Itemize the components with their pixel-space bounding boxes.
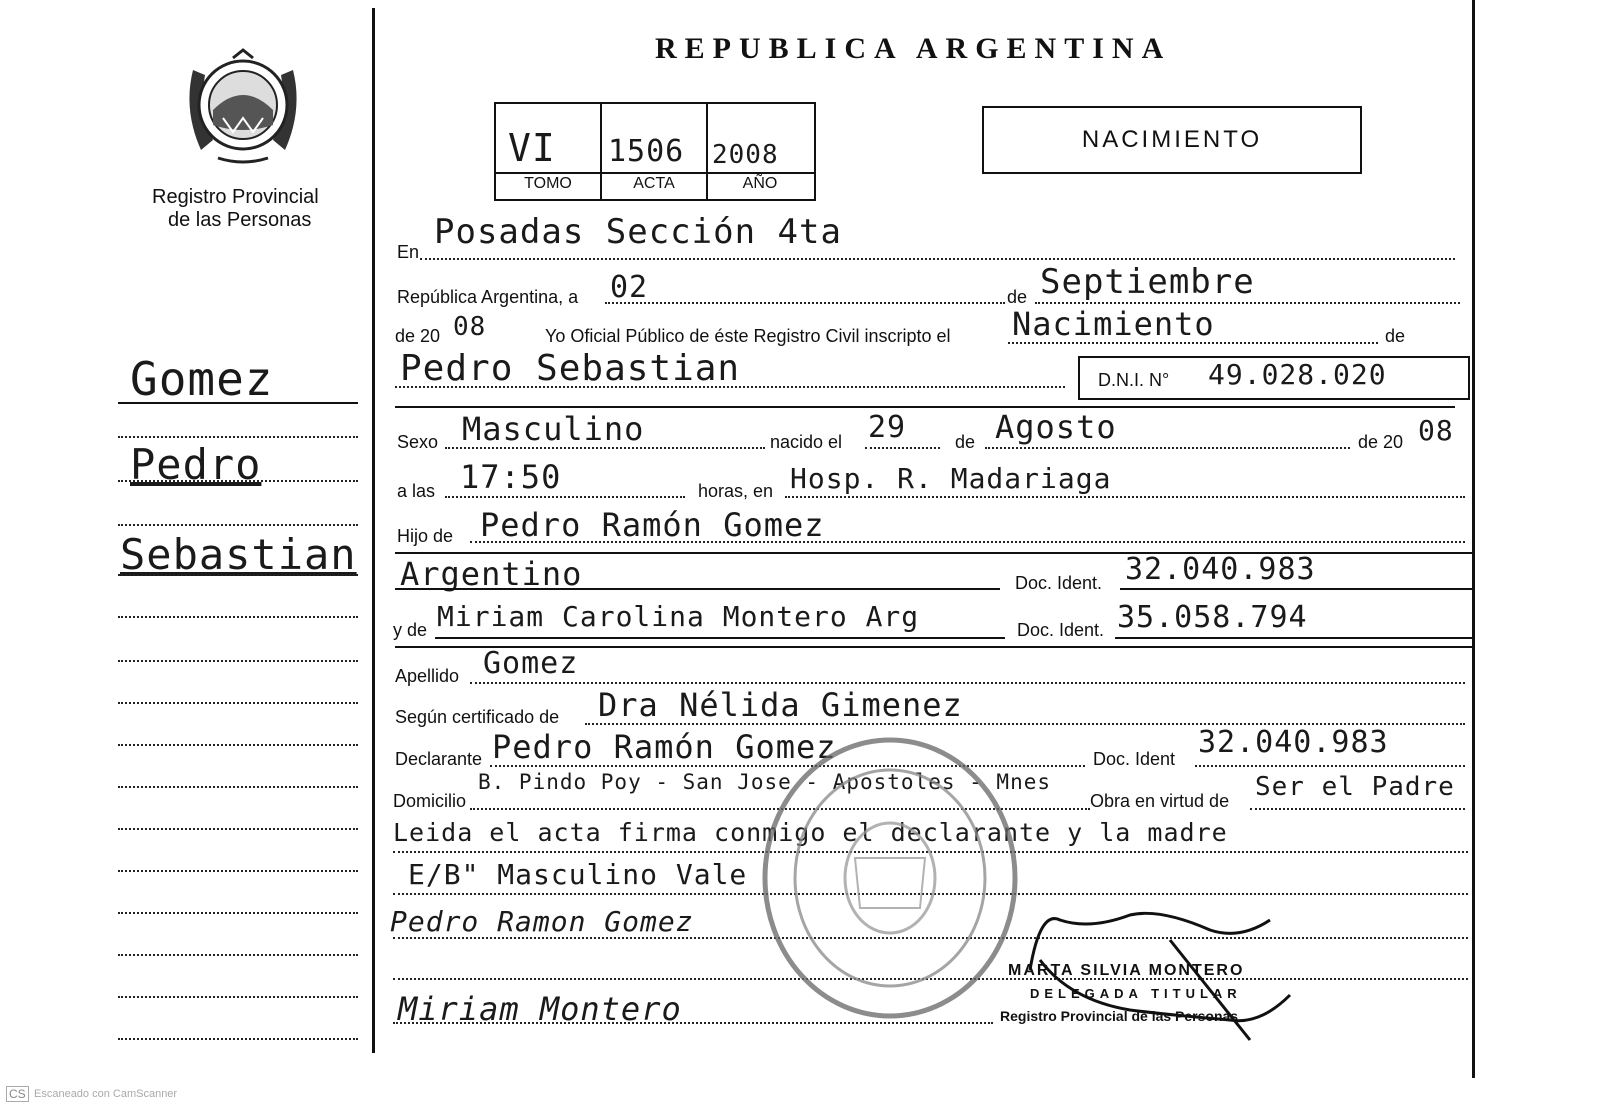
hijo-label: Hijo de	[397, 526, 454, 546]
madre-value: Miriam Carolina Montero Arg	[437, 600, 920, 633]
acta-cell	[602, 104, 708, 199]
certificado-value: Dra Nélida Gimenez	[598, 686, 963, 724]
anio-cell	[708, 104, 812, 199]
record-id-box	[494, 102, 816, 201]
domicilio-label: Domicilio	[393, 791, 467, 811]
oficial-label: Yo Oficial Público de éste Registro Civil inscripto el	[545, 326, 951, 346]
nacido-label: nacido el	[770, 432, 843, 452]
sexo-value: Masculino	[462, 410, 645, 448]
declarante-label: Declarante	[395, 749, 483, 769]
camscanner-badge: CS	[6, 1086, 29, 1102]
obra-value: Ser el Padre	[1255, 772, 1455, 802]
month-de-label: de	[1007, 287, 1028, 307]
doc-ident-label-1: Doc. Ident.	[1015, 573, 1103, 593]
de2-label: de	[1385, 326, 1406, 346]
inscripto-value: Nacimiento	[1012, 305, 1215, 343]
nacido-mes: Agosto	[995, 408, 1117, 446]
office-name-line2: de las Personas	[168, 209, 312, 231]
margin-middle-name: Sebastian	[120, 530, 357, 579]
official-role: DELEGADA TITULAR	[1030, 986, 1242, 1001]
record-type: NACIMIENTO	[1081, 126, 1263, 153]
horas-en-label: horas, en	[698, 481, 774, 501]
left-border	[372, 8, 375, 1053]
dni-label: D.N.I. N°	[1098, 370, 1170, 390]
declarante-doc: 32.040.983	[1198, 725, 1389, 760]
segun-label: Según certificado de	[395, 707, 560, 727]
yde-label: y de	[393, 620, 428, 640]
apellido-label: Apellido	[395, 666, 460, 686]
domicilio-value: B. Pindo Poy - San Jose - Apostoles - Mnes	[478, 770, 1052, 794]
record-type-box	[982, 106, 1362, 174]
official-name: MARTA SILVIA MONTERO	[1008, 962, 1245, 979]
nacido-dia: 29	[868, 410, 907, 445]
year-value: 08	[453, 312, 487, 342]
declarante-value: Pedro Ramón Gomez	[492, 728, 837, 766]
apellido-value: Gomez	[483, 646, 579, 681]
sexo-label: Sexo	[397, 432, 439, 452]
padre-nacionalidad: Argentino	[400, 555, 583, 593]
official-round-stamp	[755, 728, 1025, 1028]
alas-label: a las	[397, 481, 436, 501]
nombre-value: Pedro Sebastian	[400, 348, 741, 389]
firma-madre: Miriam Montero	[398, 990, 682, 1028]
acta-label: ACTA	[633, 175, 675, 192]
de3-label: de	[955, 432, 976, 452]
official-office: Registro Provincial de las Personas	[1000, 1008, 1239, 1024]
nacido-anio: 08	[1418, 414, 1454, 447]
right-border	[1472, 0, 1475, 1078]
de20-label: de 20	[1358, 432, 1404, 452]
tomo-value: VI	[508, 126, 556, 170]
lugar-value: Hosp. R. Madariaga	[790, 462, 1112, 495]
seal-caption	[183, 172, 303, 173]
republica-label: República Argentina, a	[397, 287, 579, 307]
doc-ident-label-2: Doc. Ident.	[1017, 620, 1105, 640]
anio-value: 2008	[712, 140, 779, 170]
provincial-seal-logo	[183, 40, 303, 170]
margin-first-name: Pedro	[130, 440, 262, 489]
office-name-line1: Registro Provincial	[152, 186, 319, 208]
day-value: 02	[610, 270, 649, 305]
firma-padre: Pedro Ramon Gomez	[390, 905, 694, 938]
madre-doc: 35.058.794	[1117, 600, 1308, 635]
margin-surname: Gomez	[130, 352, 274, 406]
en-label: En	[397, 242, 420, 262]
dni-box	[1078, 356, 1470, 400]
year-prefix-label: de 20	[395, 326, 441, 346]
tomo-cell	[496, 104, 602, 199]
country-title: REPUBLICA ARGENTINA	[655, 32, 1172, 65]
anio-label: AÑO	[742, 175, 778, 192]
hora-value: 17:50	[460, 458, 562, 496]
padre-doc: 32.040.983	[1125, 552, 1316, 587]
enmienda-text: E/B" Masculino Vale	[408, 858, 748, 891]
leida-text: Leida el acta firma conmigo el declarante y la madre	[393, 818, 1228, 847]
doc-ident-label-3: Doc. Ident	[1093, 749, 1176, 769]
en-value: Posadas Sección 4ta	[434, 212, 842, 252]
camscanner-watermark: Escaneado con CamScanner	[34, 1088, 178, 1100]
obra-label: Obra en virtud de	[1090, 791, 1230, 811]
padre-value: Pedro Ramón Gomez	[480, 506, 825, 544]
month-value: Septiembre	[1040, 262, 1255, 302]
acta-value: 1506	[608, 134, 685, 169]
tomo-label: TOMO	[524, 175, 572, 192]
dni-value: 49.028.020	[1208, 358, 1387, 391]
